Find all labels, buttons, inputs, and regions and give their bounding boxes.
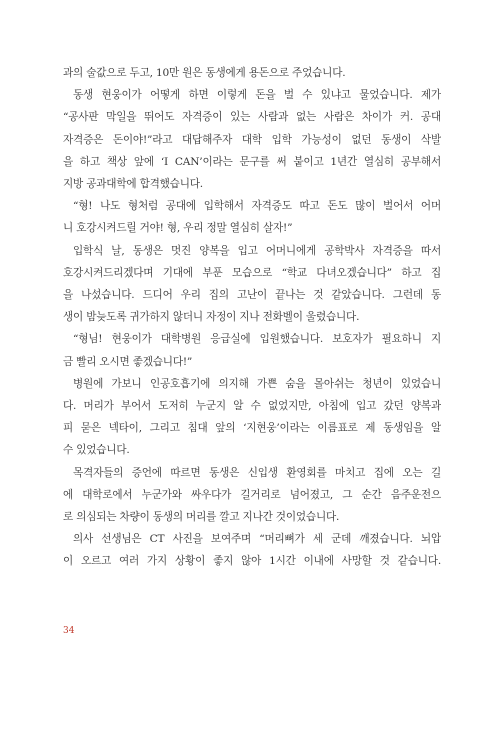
text-line: 에 대학로에서 누군가와 싸우다가 길거리로 넘어졌고, 그 순간 음주운전으 <box>63 488 441 501</box>
text-line: 피 묻은 넥타이, 그리고 침대 앞의 ‘지현웅’이라는 이름표로 제 동생임을 알 <box>63 422 441 435</box>
text-line: “형! 나도 형처럼 공대에 입학해서 자격증도 따고 돈도 많이 벌어서 어머 <box>73 200 441 213</box>
text-line: 동생 현웅이가 어떻게 하면 이렇게 돈을 벌 수 있냐고 물었습니다. 제가 <box>73 89 441 102</box>
body-text <box>63 62 441 573</box>
text-line: 다. 머리가 부어서 도저히 누군지 알 수 없었지만, 아침에 입고 갔던 양복과 <box>63 400 441 413</box>
text-line: 자격증은 돈이야!”라고 대답해주자 대학 입학 가능성이 없던 동생이 삭발 <box>63 133 441 146</box>
text-line: 니 호강시켜드릴 거야! 형, 우리 정말 열심히 살자!” <box>63 222 293 235</box>
text-line: “형님! 현웅이가 대학병원 응급실에 입원했습니다. 보호자가 필요하니 지 <box>73 333 441 346</box>
text-line: 호강시켜드리겠다며 기대에 부푼 모습으로 “학교 다녀오겠습니다” 하고 집 <box>63 266 441 279</box>
text-line: 이 오르고 여러 가지 상황이 좋지 않아 1시간 이내에 사망할 것 같습니다. <box>63 555 441 568</box>
text-line: 의사 선생님은 CT 사진을 보여주며 “머리뼈가 세 군데 깨졌습니다. 뇌압 <box>73 533 441 546</box>
text-line: 을 나섰습니다. 드디어 우리 집의 고난이 끝나는 것 같았습니다. 그런데 동 <box>63 289 441 302</box>
text-line: 을 하고 책상 앞에 ‘I CAN’이라는 문구를 써 붙이고 1년간 열심히 공부해서 <box>63 155 441 168</box>
text-line: 과의 술값으로 두고, 10만 원은 동생에게 용돈으로 주었습니다. <box>63 67 346 79</box>
text-line: “공사판 막일을 뛰어도 자격증이 있는 사람과 없는 사람은 차이가 커. 공대 <box>63 111 441 124</box>
text-line: 생이 밤늦도록 귀가하지 않더니 자정이 지나 전화벨이 울렸습니다. <box>63 311 360 324</box>
text-line: 목격자들의 증언에 따르면 동생은 신입생 환영회를 마치고 집에 오는 길 <box>73 466 441 479</box>
text-line: 병원에 가보니 인공호흡기에 의지해 가쁜 숨을 몰아쉬는 청년이 있었습니 <box>73 377 441 390</box>
text-line: 지방 공과대학에 합격했습니다. <box>63 178 203 191</box>
text-line: 입학식 날, 동생은 멋진 양복을 입고 어머니에게 공학박사 자격증을 따서 <box>73 244 441 257</box>
text-line: 수 있었습니다. <box>63 444 130 457</box>
text-line: 금 빨리 오시면 좋겠습니다!” <box>63 355 193 368</box>
text-line: 로 의심되는 차량이 동생의 머리를 깔고 지나간 것이었습니다. <box>63 511 340 524</box>
page-number: 34 <box>63 626 75 636</box>
